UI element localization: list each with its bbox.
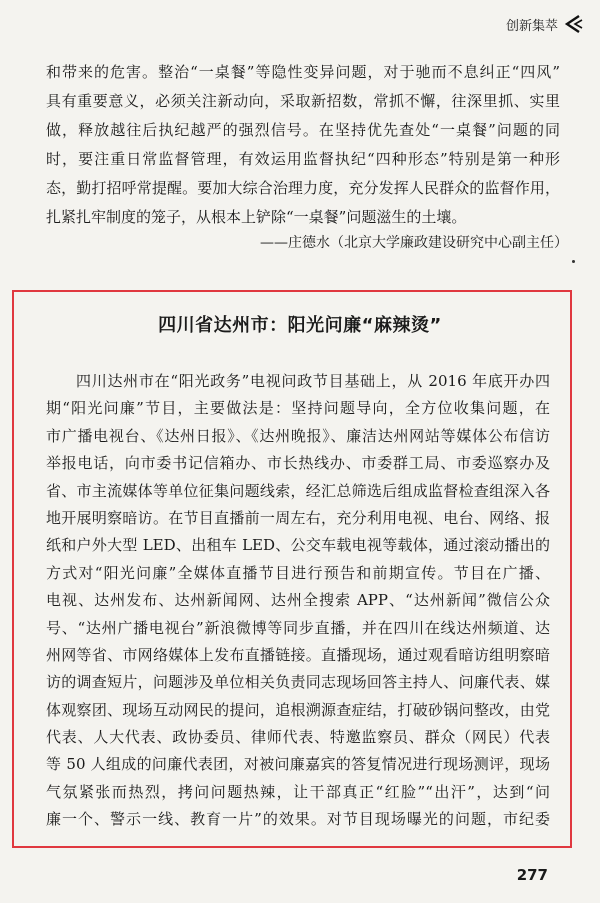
top-paragraph xyxy=(46,58,560,232)
text-line: 方式对“阳光问廉”全媒体直播节目进行预告和前期宣传。节目在广播、 xyxy=(46,563,550,582)
print-speck xyxy=(572,260,575,263)
text-line: 态，勤打招呼常提醒。要加大综合治理力度，充分发挥人民群众的监督作用， xyxy=(46,179,560,197)
text-line: 廉一个、警示一线、教育一片”的效果。对节目现场曝光的问题，市纪委 xyxy=(46,810,550,829)
attribution: ——庄德水（北京大学廉政建设研究中心副主任） xyxy=(260,235,568,251)
chapter-mark-icon xyxy=(564,14,584,34)
text-line: 省、市主流媒体等单位征集问题线索，经汇总筛选后组成监督检查组深入各 xyxy=(46,481,550,500)
section-name: 创新集萃 xyxy=(505,18,558,34)
text-line: 访的调查短片，问题涉及单位相关负责同志现场回答主持人、问廉代表、媒 xyxy=(46,673,550,692)
text-line: 做，释放越往后执纪越严的强烈信号。在坚持优先查处“一桌餐”问题的同 xyxy=(46,121,560,139)
text-line: 时，要注重日常监督管理，有效运用监督执纪“四种形态”特别是第一种形 xyxy=(46,150,560,168)
text-line: 和带来的危害。整治“一桌餐”等隐性变异问题，对于驰而不息纠正“四风” xyxy=(46,63,560,81)
running-header xyxy=(506,14,584,34)
text-line: 等 50 人组成的问廉代表团，对被问廉嘉宾的答复情况进行现场测评，现场 xyxy=(46,755,550,774)
text-line: 地开展明察暗访。在节目直播前一周左右，充分利用电视、电台、网络、报 xyxy=(46,508,550,527)
text-line: 代表、人大代表、政协委员、律师代表、特邀监察员、群众（网民）代表 xyxy=(46,728,550,747)
text-line: 期“阳光问廉”节目，主要做法是：坚持问题导向，全方位收集问题，在 xyxy=(46,399,550,418)
text-line: 纸和户外大型 LED、出租车 LED、公交车载电视等载体，通过滚动播出的 xyxy=(46,536,550,555)
text-line: 气氛紧张而热烈，拷问问题热辣，让干部真正“红脸”“出汗”，达到“问 xyxy=(46,782,550,801)
text-line: 号、“达州广播电视台”新浪微博等同步直播，并在四川在线达州频道、达 xyxy=(46,618,550,637)
page-number: 277 xyxy=(516,866,548,884)
text-line: 电视、达州发布、达州新闻网、达州全搜索 APP、“达州新闻”微信公众 xyxy=(46,591,550,610)
text-line: 具有重要意义，必须关注新动向，采取新招数，常抓不懈，往深里抓、实里 xyxy=(46,92,560,110)
text-line: 体观察团、现场互动网民的提问，追根溯源查症结，打破砂锅问整改，由党 xyxy=(46,700,550,719)
text-line: 市广播电视台、《达州日报》、《达州晚报》、廉洁达州网站等媒体公布信访 xyxy=(46,426,550,445)
section-title: 四川省达州市：阳光问廉“麻辣烫” xyxy=(158,315,442,336)
text-line: 举报电话，向市委书记信箱办、市长热线办、市委群工局、市委巡察办及 xyxy=(46,454,550,473)
text-line: 四川达州市在“阳光政务”电视问政节目基础上，从 2016 年底开办四 xyxy=(76,372,550,390)
text-line: 扎紧扎牢制度的笼子，从根本上铲除“一桌餐”问题滋生的土壤。 xyxy=(46,208,467,226)
text-line: 州网等省、市网络媒体上发布直播链接。直播现场，通过观看暗访组明察暗 xyxy=(46,645,550,664)
highlighted-paragraph xyxy=(46,368,550,834)
